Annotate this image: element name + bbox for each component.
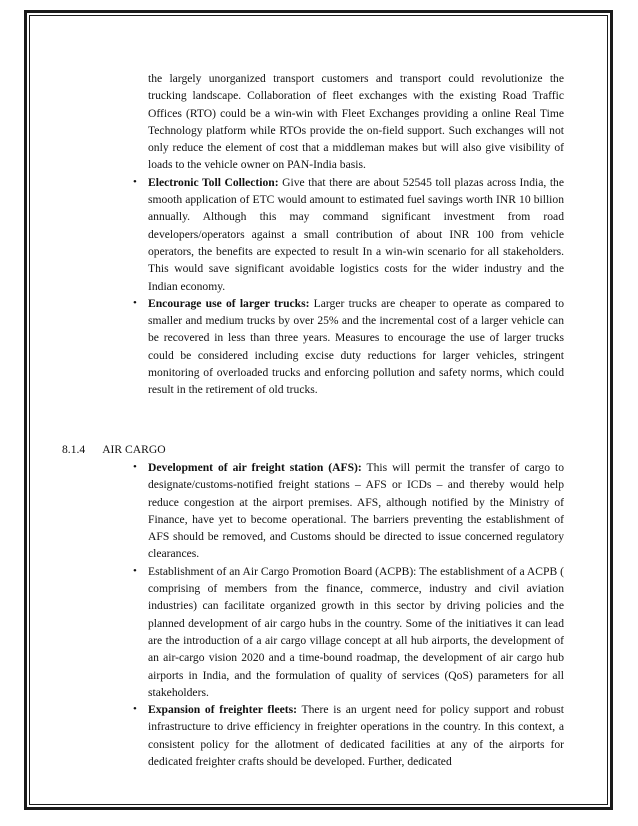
road-bullet-list [62,174,564,399]
bullet-icon: • [133,175,137,188]
list-item-title: Development of air freight station (AFS): [148,460,362,474]
list-item-text: Give that there are about 52545 toll plazas across India, the smooth application of ETC would amount to estimated fuel savings worth INR 10 billion annually. Although this may command significant investment from road developers/operators against a small contribution of about INR 100 from vehicle operators, the benefits are expected to result In a win-win scenario for all stakeholders. This would save significant avoidable logistics costs for the wider industry and the Indian economy. [148,175,564,293]
list-item-title: Encourage use of larger trucks: [148,296,310,310]
list-item-acpb [62,563,564,701]
section-heading [62,441,564,458]
list-item-freighter-fleets [62,701,564,770]
list-item-text: This will permit the transfer of cargo to designate/customs-notified freight stations – AFS or ICDs – and thereby would help reduce congestion at the airport premises. AFS, although notified by the Ministry of Finance, have yet to become operational. The barriers preventing the establishment of AFS should be removed, and Customs should be directed to issue concerned regulatory clearances. [148,460,564,561]
intro-paragraph: the largely unorganized transport customers and transport could revolutionize the trucking landscape. Collaboration of fleet exchanges with the existing Road Traffic Offices (RTO) could be a win-win with Fleet Exchanges providing a online Real Time Technology platform while RTOs provide the on-field support. Such exchanges will not only reduce the element of cost that a middleman makes but will also give visibility of loads to the vehicle owner on PAN-India basis. [148,72,564,172]
bullet-icon: • [133,564,137,577]
section-title: AIR CARGO [102,442,166,456]
list-item-title: Expansion of freighter fleets: [148,703,297,717]
bullet-icon: • [133,460,137,473]
air-bullet-list [62,459,564,770]
section-number: 8.1.4 [62,442,86,456]
list-item-title: Electronic Toll Collection: [148,175,279,189]
document-body [62,70,564,770]
list-item-text: Establishment of an Air Cargo Promotion Board (ACPB): The establishment of a ACPB ( comprising of members from the finance, commerce, industry and civil aviation industries) can facilitate organized growth in this sector by driving policies and the planned development of air cargo hubs in the country. Some of the initiatives it can lead are the introduction of a air cargo village concept at all hub airports, the development of an air-cargo vision 2020 and a time-bound roadmap, the development of air cargo hub airports in India, and the formulation of quality of services (QoS) parameters for all stakeholders. [148,564,564,699]
list-item-etc [62,174,564,295]
bullet-icon: • [133,703,137,716]
section-spacer [62,399,564,441]
list-item-text: There is an urgent need for policy support and robust infrastructure to drive efficiency in freighter operations in the country. In this context, a consistent policy for the allotment of dedicated facilities at any of the airports for dedicated freighter crafts should be developed. Further, dedicated [148,703,564,768]
list-item-larger-trucks [62,295,564,399]
list-item-afs [62,459,564,563]
list-item-text: Larger trucks are cheaper to operate as compared to smaller and medium trucks by over 25% and the incremental cost of a larger vehicle can be recovered in less than three years. Measures to encourage the use of larger trucks could be considered including excise duty reductions for larger vehicles, stringent monitoring of overloaded trucks and enforcing pollution and safety norms, which could result in the retirement of old trucks. [148,296,564,397]
bullet-icon: • [133,296,137,309]
